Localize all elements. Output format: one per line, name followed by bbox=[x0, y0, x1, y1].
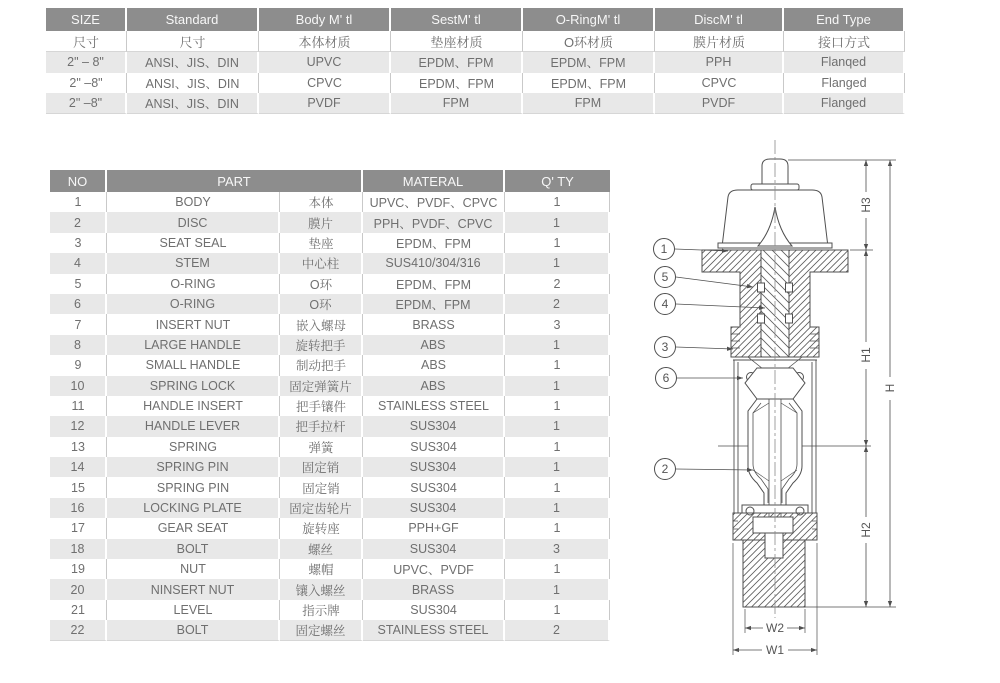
parts-cell-material: EPDM、FPM bbox=[363, 294, 505, 314]
parts-row bbox=[50, 559, 610, 579]
spec-header-cell: DiscM' tl bbox=[655, 8, 784, 31]
parts-cell-part-en: HANDLE INSERT bbox=[107, 396, 280, 416]
parts-row bbox=[50, 335, 610, 355]
parts-row bbox=[50, 579, 610, 599]
parts-row bbox=[50, 416, 610, 436]
parts-cell-part-en: LOCKING PLATE bbox=[107, 498, 280, 518]
parts-cell-part-en: SMALL HANDLE bbox=[107, 355, 280, 375]
spec-row bbox=[46, 73, 905, 94]
parts-cell-part-cn: 弹簧 bbox=[280, 437, 363, 457]
parts-cell-material: ABS bbox=[363, 355, 505, 375]
callout-number-3: 3 bbox=[661, 340, 669, 354]
parts-cell-part-cn: 制动把手 bbox=[280, 355, 363, 375]
spec-cell: EPDM、FPM bbox=[391, 73, 523, 94]
parts-cell-no: 15 bbox=[50, 477, 107, 497]
o-ring-upper-right bbox=[786, 283, 793, 292]
spec-cell: ANSI、JIS、DIN bbox=[127, 93, 259, 114]
parts-cell-qty: 2 bbox=[505, 274, 610, 294]
parts-cell-no: 16 bbox=[50, 498, 107, 518]
spec-row bbox=[46, 52, 905, 73]
parts-row bbox=[50, 355, 610, 375]
valve-body-geometry bbox=[702, 159, 896, 607]
parts-cell-qty: 1 bbox=[505, 376, 610, 396]
parts-row bbox=[50, 314, 610, 334]
parts-cell-qty: 1 bbox=[505, 498, 610, 518]
parts-cell-qty: 1 bbox=[505, 579, 610, 599]
parts-header-material: MATERAL bbox=[363, 170, 505, 192]
spec-cell: Flanged bbox=[784, 93, 905, 114]
parts-cell-no: 17 bbox=[50, 518, 107, 538]
parts-cell-qty: 1 bbox=[505, 518, 610, 538]
parts-cell-part-en: NUT bbox=[107, 559, 280, 579]
spec-cell: EPDM、FPM bbox=[523, 73, 655, 94]
parts-cell-part-en: SPRING bbox=[107, 437, 280, 457]
parts-header-row bbox=[50, 170, 610, 192]
spec-cell: FPM bbox=[391, 93, 523, 114]
parts-row bbox=[50, 518, 610, 538]
parts-cell-part-en: DISC bbox=[107, 212, 280, 232]
spec-cell: CPVC bbox=[259, 73, 391, 94]
parts-cell-qty: 1 bbox=[505, 253, 610, 273]
callout-numbers bbox=[661, 242, 670, 476]
spec-cell: UPVC bbox=[259, 52, 391, 73]
parts-row bbox=[50, 539, 610, 559]
parts-header-no: NO bbox=[50, 170, 107, 192]
parts-cell-no: 14 bbox=[50, 457, 107, 477]
spec-header-cell-cn: 本体材质 bbox=[259, 31, 391, 52]
parts-cell-part-cn: 固定销 bbox=[280, 457, 363, 477]
parts-cell-part-en: SPRING PIN bbox=[107, 457, 280, 477]
parts-cell-qty: 1 bbox=[505, 477, 610, 497]
parts-cell-no: 20 bbox=[50, 579, 107, 599]
spec-cell: EPDM、FPM bbox=[391, 52, 523, 73]
parts-row bbox=[50, 192, 610, 212]
parts-cell-no: 7 bbox=[50, 314, 107, 334]
parts-cell-part-en: O-RING bbox=[107, 294, 280, 314]
parts-cell-part-cn: 固定齿轮片 bbox=[280, 498, 363, 518]
spec-row bbox=[46, 93, 905, 114]
parts-cell-material: SUS410/304/316 bbox=[363, 253, 505, 273]
parts-cell-no: 8 bbox=[50, 335, 107, 355]
parts-cell-part-en: BODY bbox=[107, 192, 280, 212]
parts-cell-part-en: LARGE HANDLE bbox=[107, 335, 280, 355]
parts-cell-part-en: NINSERT NUT bbox=[107, 579, 280, 599]
spec-cell: 2" –8" bbox=[46, 73, 127, 94]
parts-cell-part-en: O-RING bbox=[107, 274, 280, 294]
parts-cell-part-cn: 本体 bbox=[280, 192, 363, 212]
parts-cell-part-en: BOLT bbox=[107, 539, 280, 559]
dim-label-h: H bbox=[883, 383, 897, 393]
parts-cell-material: SUS304 bbox=[363, 416, 505, 436]
parts-cell-material: SUS304 bbox=[363, 539, 505, 559]
o-ring-lower-right bbox=[786, 314, 793, 323]
spec-table bbox=[46, 8, 905, 114]
parts-cell-part-cn: 镶入螺丝 bbox=[280, 579, 363, 599]
spec-header-cell: O-RingM' tl bbox=[523, 8, 655, 31]
parts-cell-part-cn: 旋转把手 bbox=[280, 335, 363, 355]
parts-cell-part-en: STEM bbox=[107, 253, 280, 273]
parts-cell-material: PPH+GF bbox=[363, 518, 505, 538]
parts-cell-part-en: INSERT NUT bbox=[107, 314, 280, 334]
parts-cell-part-cn: 螺丝 bbox=[280, 539, 363, 559]
stem-slot-narrow bbox=[765, 533, 783, 558]
parts-cell-part-en: GEAR SEAT bbox=[107, 518, 280, 538]
parts-cell-part-cn: 固定螺丝 bbox=[280, 620, 363, 640]
spec-header-cell-cn: 膜片材质 bbox=[655, 31, 784, 52]
spec-header-cell: Body M' tl bbox=[259, 8, 391, 31]
parts-cell-material: SUS304 bbox=[363, 457, 505, 477]
parts-cell-part-cn: 固定销 bbox=[280, 477, 363, 497]
stem-slot-wide bbox=[753, 517, 793, 533]
spec-header-cell: SIZE bbox=[46, 8, 127, 31]
spec-cell: FPM bbox=[523, 93, 655, 114]
spec-header-cell-cn: 尺寸 bbox=[46, 31, 127, 52]
parts-row bbox=[50, 376, 610, 396]
parts-cell-part-cn: 嵌入螺母 bbox=[280, 314, 363, 334]
parts-row bbox=[50, 212, 610, 232]
parts-cell-part-cn: 旋转座 bbox=[280, 518, 363, 538]
parts-cell-qty: 1 bbox=[505, 396, 610, 416]
parts-row bbox=[50, 620, 610, 640]
valve-cross-section-drawing bbox=[618, 135, 910, 683]
parts-cell-no: 2 bbox=[50, 212, 107, 232]
parts-cell-qty: 1 bbox=[505, 212, 610, 232]
spec-header-row-cn bbox=[46, 31, 905, 52]
parts-cell-material: SUS304 bbox=[363, 498, 505, 518]
parts-cell-material: EPDM、FPM bbox=[363, 233, 505, 253]
parts-cell-no: 1 bbox=[50, 192, 107, 212]
spec-cell: Flanqed bbox=[784, 52, 905, 73]
parts-cell-no: 18 bbox=[50, 539, 107, 559]
spec-cell: PVDF bbox=[259, 93, 391, 114]
parts-cell-qty: 1 bbox=[505, 416, 610, 436]
dim-label-h3: H3 bbox=[859, 197, 873, 213]
spec-cell: CPVC bbox=[655, 73, 784, 94]
parts-cell-no: 22 bbox=[50, 620, 107, 640]
parts-cell-no: 6 bbox=[50, 294, 107, 314]
parts-row bbox=[50, 233, 610, 253]
parts-cell-material: STAINLESS STEEL bbox=[363, 396, 505, 416]
parts-cell-part-en: SPRING PIN bbox=[107, 477, 280, 497]
parts-cell-part-cn: 指示牌 bbox=[280, 600, 363, 620]
parts-cell-material: ABS bbox=[363, 335, 505, 355]
parts-row bbox=[50, 437, 610, 457]
spec-header-cell-cn: 尺寸 bbox=[127, 31, 259, 52]
spec-cell: ANSI、JIS、DIN bbox=[127, 52, 259, 73]
parts-cell-material: STAINLESS STEEL bbox=[363, 620, 505, 640]
parts-cell-material: SUS304 bbox=[363, 437, 505, 457]
parts-row bbox=[50, 294, 610, 314]
dim-label-w2: W2 bbox=[766, 621, 784, 635]
parts-cell-qty: 3 bbox=[505, 314, 610, 334]
parts-cell-part-cn: O环 bbox=[280, 274, 363, 294]
parts-cell-no: 11 bbox=[50, 396, 107, 416]
parts-cell-qty: 1 bbox=[505, 192, 610, 212]
spec-cell: 2" – 8" bbox=[46, 52, 127, 73]
parts-cell-qty: 1 bbox=[505, 335, 610, 355]
parts-cell-no: 12 bbox=[50, 416, 107, 436]
parts-cell-material: PPH、PVDF、CPVC bbox=[363, 212, 505, 232]
parts-cell-qty: 1 bbox=[505, 355, 610, 375]
parts-cell-qty: 3 bbox=[505, 539, 610, 559]
parts-cell-material: UPVC、PVDF bbox=[363, 559, 505, 579]
parts-cell-qty: 1 bbox=[505, 437, 610, 457]
callout-number-6: 6 bbox=[662, 371, 670, 385]
parts-cell-no: 21 bbox=[50, 600, 107, 620]
spec-header-cell: End Type bbox=[784, 8, 905, 31]
parts-cell-material: SUS304 bbox=[363, 600, 505, 620]
parts-row bbox=[50, 274, 610, 294]
parts-cell-qty: 1 bbox=[505, 233, 610, 253]
parts-cell-part-cn: 膜片 bbox=[280, 212, 363, 232]
spec-cell: EPDM、FPM bbox=[523, 52, 655, 73]
callout-number-2: 2 bbox=[661, 462, 669, 476]
o-ring-lower-left bbox=[758, 314, 765, 323]
spec-cell: PPH bbox=[655, 52, 784, 73]
parts-cell-no: 10 bbox=[50, 376, 107, 396]
callout-number-5: 5 bbox=[661, 270, 669, 284]
parts-cell-no: 9 bbox=[50, 355, 107, 375]
parts-cell-no: 4 bbox=[50, 253, 107, 273]
parts-cell-qty: 1 bbox=[505, 600, 610, 620]
parts-cell-part-en: HANDLE LEVER bbox=[107, 416, 280, 436]
o-ring-upper-left bbox=[758, 283, 765, 292]
parts-cell-part-en: SPRING LOCK bbox=[107, 376, 280, 396]
parts-row bbox=[50, 396, 610, 416]
parts-cell-part-cn: 固定弹簧片 bbox=[280, 376, 363, 396]
spec-cell: Flanged bbox=[784, 73, 905, 94]
parts-cell-part-en: SEAT SEAL bbox=[107, 233, 280, 253]
parts-cell-part-cn: 把手拉杆 bbox=[280, 416, 363, 436]
parts-cell-part-en: LEVEL bbox=[107, 600, 280, 620]
spec-header-cell-cn: 接口方式 bbox=[784, 31, 905, 52]
parts-header-part: PART bbox=[107, 170, 363, 192]
parts-table bbox=[50, 170, 610, 641]
parts-cell-material: ABS bbox=[363, 376, 505, 396]
spec-header-cell: Standard bbox=[127, 8, 259, 31]
parts-cell-material: BRASS bbox=[363, 579, 505, 599]
parts-cell-part-cn: 中心柱 bbox=[280, 253, 363, 273]
parts-row bbox=[50, 477, 610, 497]
parts-cell-part-cn: 垫座 bbox=[280, 233, 363, 253]
parts-cell-qty: 2 bbox=[505, 620, 610, 640]
parts-cell-no: 19 bbox=[50, 559, 107, 579]
parts-row bbox=[50, 253, 610, 273]
parts-cell-material: UPVC、PVDF、CPVC bbox=[363, 192, 505, 212]
parts-cell-part-en: BOLT bbox=[107, 620, 280, 640]
callout-number-4: 4 bbox=[661, 297, 669, 311]
spec-header-cell-cn: 垫座材质 bbox=[391, 31, 523, 52]
parts-cell-no: 3 bbox=[50, 233, 107, 253]
spec-header-row bbox=[46, 8, 905, 31]
parts-cell-material: SUS304 bbox=[363, 477, 505, 497]
parts-cell-material: EPDM、FPM bbox=[363, 274, 505, 294]
parts-cell-no: 13 bbox=[50, 437, 107, 457]
parts-row bbox=[50, 600, 610, 620]
spec-header-cell-cn: O环材质 bbox=[523, 31, 655, 52]
parts-cell-no: 5 bbox=[50, 274, 107, 294]
parts-cell-part-cn: O环 bbox=[280, 294, 363, 314]
parts-cell-part-cn: 螺帽 bbox=[280, 559, 363, 579]
parts-cell-part-cn: 把手镶件 bbox=[280, 396, 363, 416]
dim-label-h2: H2 bbox=[859, 522, 873, 538]
callout-number-1: 1 bbox=[660, 242, 668, 256]
spec-cell: ANSI、JIS、DIN bbox=[127, 73, 259, 94]
dim-label-w1: W1 bbox=[766, 643, 784, 657]
parts-cell-material: BRASS bbox=[363, 314, 505, 334]
spec-cell: 2" –8" bbox=[46, 93, 127, 114]
parts-header-qty: Q' TY bbox=[505, 170, 610, 192]
parts-cell-qty: 1 bbox=[505, 559, 610, 579]
parts-row bbox=[50, 457, 610, 477]
spec-cell: PVDF bbox=[655, 93, 784, 114]
parts-cell-qty: 2 bbox=[505, 294, 610, 314]
parts-cell-qty: 1 bbox=[505, 457, 610, 477]
dim-label-h1: H1 bbox=[859, 347, 873, 363]
spec-header-cell: SestM' tl bbox=[391, 8, 523, 31]
parts-row bbox=[50, 498, 610, 518]
